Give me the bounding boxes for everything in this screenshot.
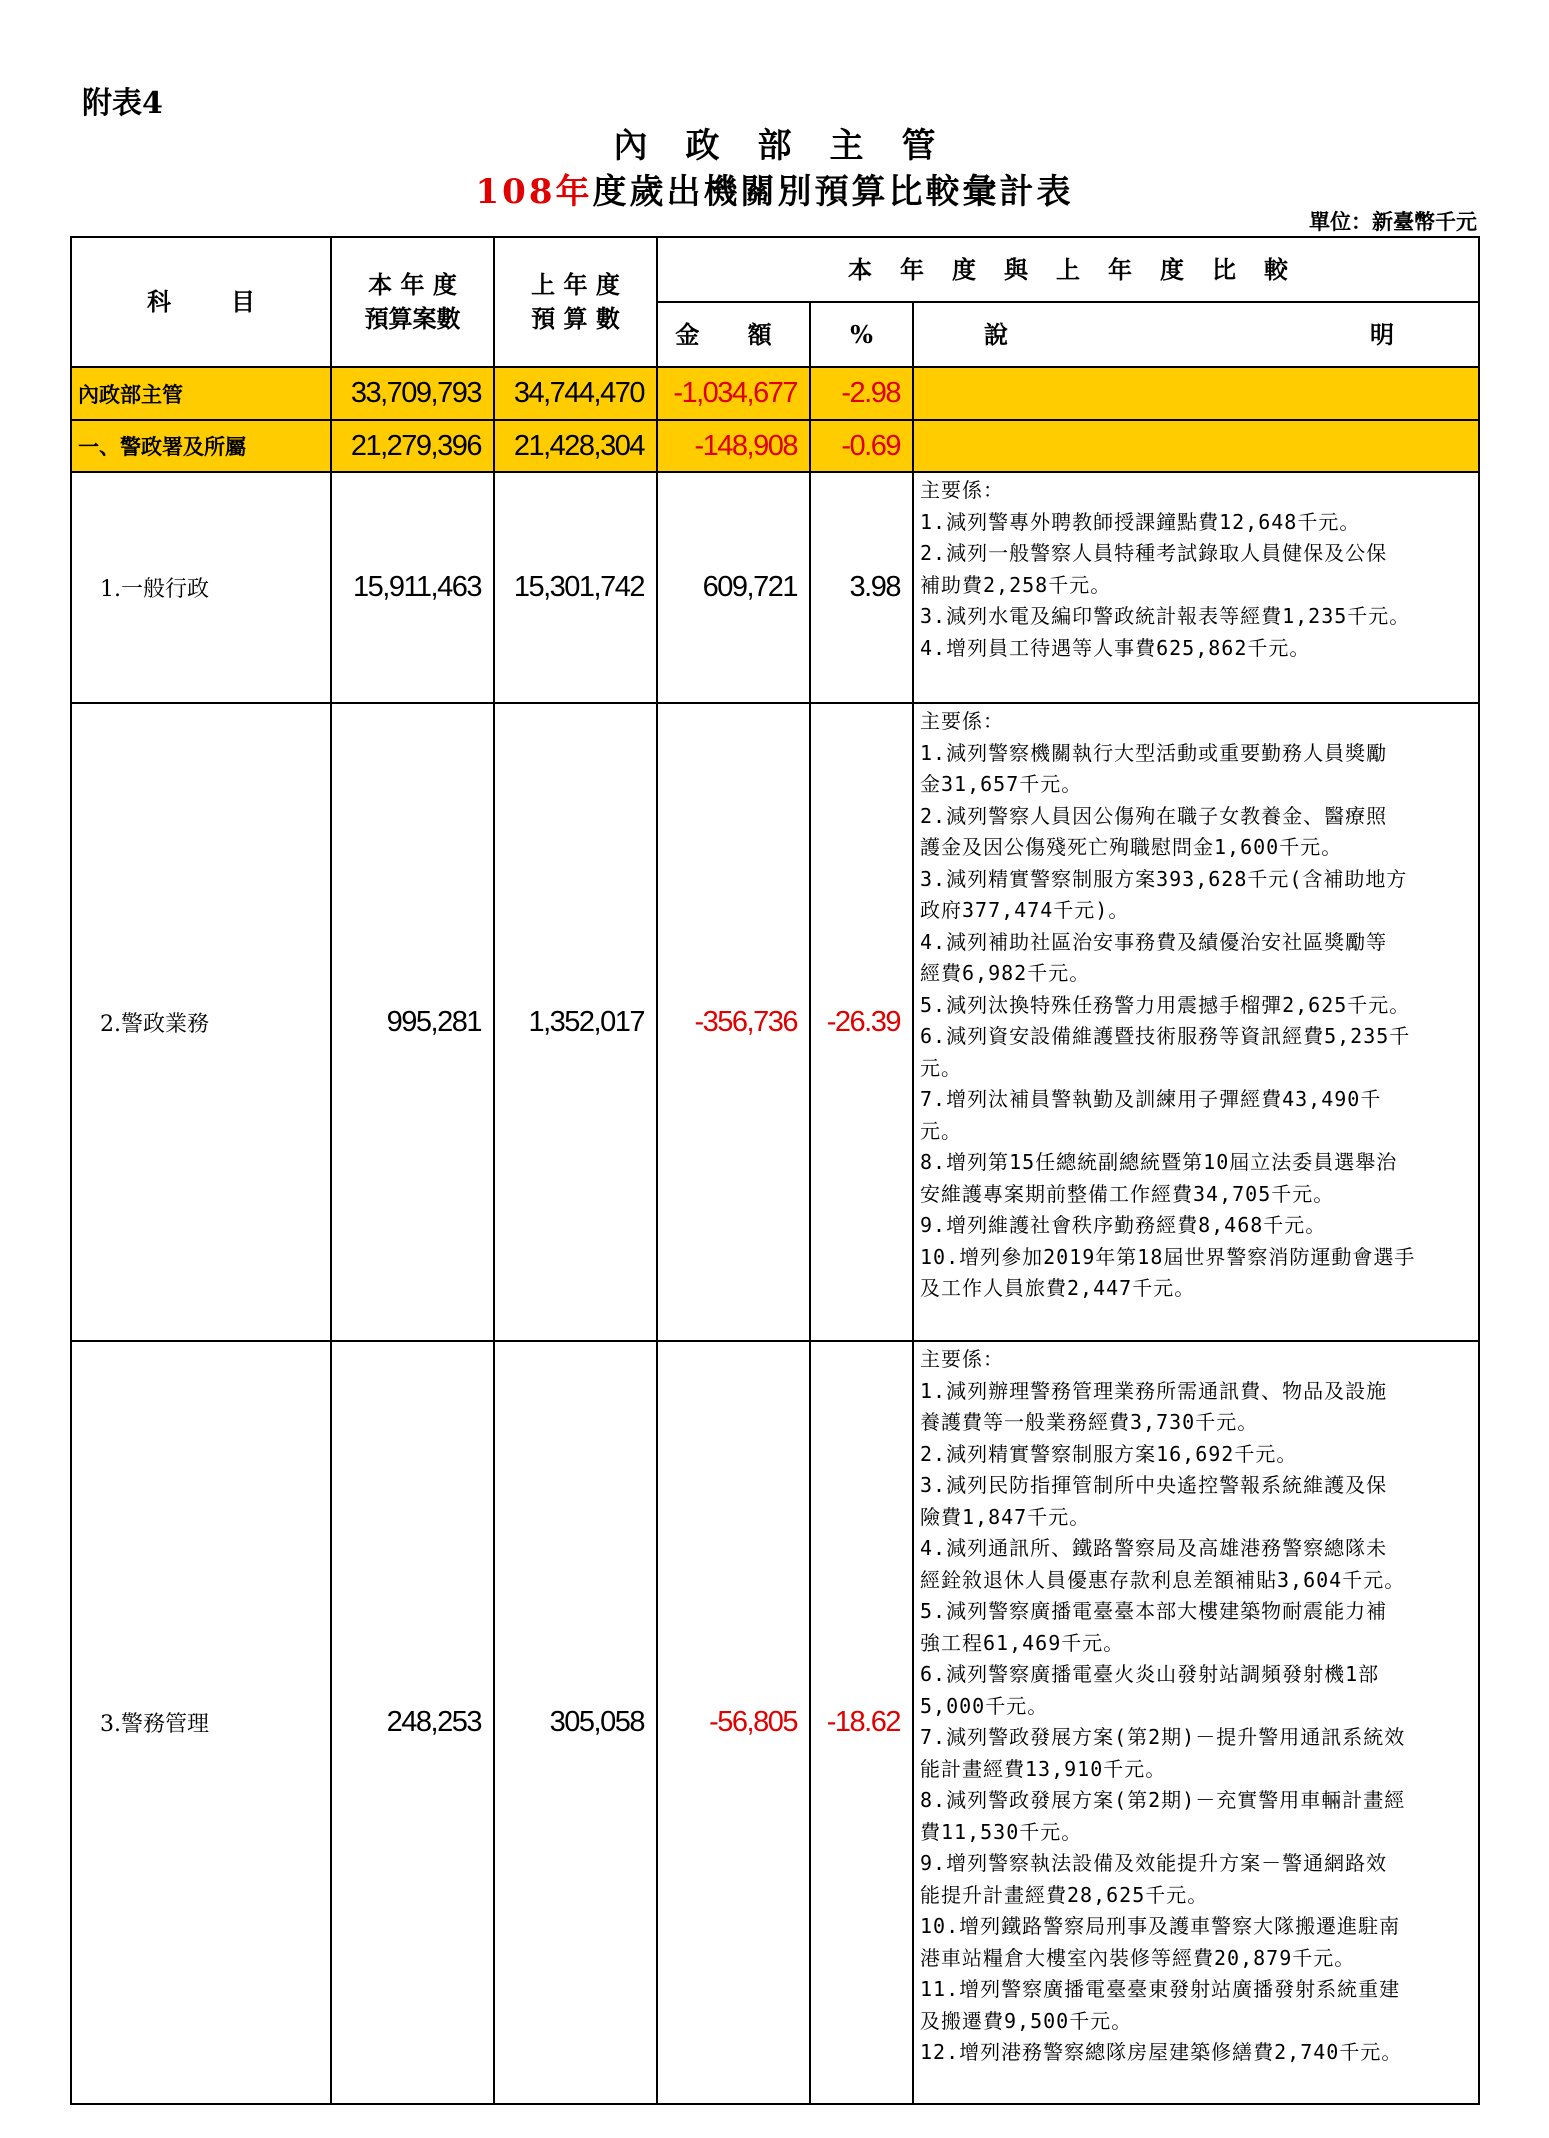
row-diff: 609,721 (657, 472, 810, 703)
row-notes (913, 1341, 1479, 2104)
note-line: 7.增列汰補員警執勤及訓練用子彈經費43,490千 (920, 1087, 1382, 1111)
note-line: 1.減列警察機關執行大型活動或重要勤務人員獎勵 (920, 740, 1388, 765)
note-line: 元。 (920, 1118, 962, 1143)
note-line: 險費1,847千元。 (920, 1504, 1091, 1529)
row-subject: 2.警政業務 (71, 703, 331, 1341)
note-line: 5.減列警察廣播電臺臺本部大樓建築物耐震能力補 (920, 1599, 1388, 1623)
note-line: 7.減列警政發展方案(第2期)－提升警用通訊系統效 (920, 1725, 1406, 1749)
note-line: 經費6,982千元。 (920, 961, 1091, 985)
row-previous: 15,301,742 (494, 472, 657, 703)
table-row (71, 1341, 1479, 2104)
note-line: 5.減列汰換特殊任務警力用震撼手榴彈2,625千元。 (920, 992, 1411, 1017)
table-row (71, 367, 1479, 420)
note-line: 主要係： (920, 1347, 1004, 1371)
header-explanation: 說 明 (913, 302, 1479, 367)
note-line: 9.增列警察執法設備及效能提升方案－警通網路效 (920, 1851, 1388, 1875)
row-previous: 1,352,017 (494, 703, 657, 1341)
note-line: 政府377,474千元)。 (920, 898, 1130, 922)
row-pct: -18.62 (810, 1341, 913, 2104)
note-line: 主要係： (920, 709, 1004, 733)
budget-comparison-table (70, 236, 1480, 2105)
row-subject: 一、警政署及所屬 (71, 420, 331, 472)
row-notes (913, 703, 1479, 1341)
note-line: 養護費等一般業務經費3,730千元。 (920, 1410, 1259, 1434)
row-current: 995,281 (331, 703, 494, 1341)
table-row (71, 420, 1479, 472)
note-line: 安維護專案期前整備工作經費34,705千元。 (920, 1181, 1335, 1206)
note-line: 能計畫經費13,910千元。 (920, 1756, 1167, 1781)
header-amount: 金 額 (657, 302, 810, 367)
header-percent: % (810, 302, 913, 367)
note-line: 經銓敘退休人員優惠存款利息差額補貼3,604千元。 (920, 1567, 1406, 1592)
note-line: 強工程61,469千元。 (920, 1630, 1125, 1655)
note-line: 3.減列精實警察制服方案393,628千元(含補助地方 (920, 866, 1408, 891)
row-pct: -26.39 (810, 703, 913, 1341)
note-line: 主要係： (920, 478, 1004, 502)
note-line: 能提升計畫經費28,625千元。 (920, 1882, 1209, 1907)
row-pct: -2.98 (810, 367, 913, 420)
note-line: 金31,657千元。 (920, 772, 1083, 796)
row-notes (913, 420, 1479, 472)
row-diff: -148,908 (657, 420, 810, 472)
title-year: 108年 (475, 172, 593, 212)
row-current: 33,709,793 (331, 367, 494, 420)
note-line: 2.減列一般警察人員特種考試錄取人員健保及公保 (920, 541, 1388, 565)
note-line: 補助費2,258千元。 (920, 572, 1112, 597)
row-subject: 內政部主管 (71, 367, 331, 420)
header-comparison: 本年度與上年度比較 (657, 237, 1479, 302)
note-line: 護金及因公傷殘死亡殉職慰問金1,600千元。 (920, 835, 1343, 859)
note-line: 及工作人員旅費2,447千元。 (920, 1276, 1196, 1300)
note-line: 4.減列補助社區治安事務費及績優治安社區獎勵等 (920, 929, 1388, 954)
row-diff: -56,805 (657, 1341, 810, 2104)
note-line: 3.減列民防指揮管制所中央遙控警報系統維護及保 (920, 1473, 1388, 1497)
header-previous-year: 上 年 度 預 算 數 (494, 237, 657, 367)
note-line: 港車站糧倉大樓室內裝修等經費20,879千元。 (920, 1945, 1356, 1970)
note-line: 9.增列維護社會秩序勤務經費8,468千元。 (920, 1213, 1327, 1237)
row-previous: 34,744,470 (494, 367, 657, 420)
unit-label: 單位：新臺幣千元 (1309, 209, 1477, 234)
page-title-agency: 內政部主管 (613, 126, 974, 166)
note-line: 5,000千元。 (920, 1693, 1049, 1718)
note-line: 12.增列港務警察總隊房屋建築修繕費2,740千元。 (920, 2040, 1403, 2064)
table-row (71, 703, 1479, 1341)
title-rest: 度歲出機關別預算比較彙計表 (592, 172, 1074, 212)
note-line: 4.減列通訊所、鐵路警察局及高雄港務警察總隊未 (920, 1536, 1388, 1560)
note-line: 1.減列警專外聘教師授課鐘點費12,648千元。 (920, 509, 1361, 534)
row-subject: 1.一般行政 (71, 472, 331, 703)
note-line: 元。 (920, 1055, 962, 1080)
row-pct: -0.69 (810, 420, 913, 472)
row-notes (913, 367, 1479, 420)
row-diff: -356,736 (657, 703, 810, 1341)
note-line: 8.減列警政發展方案(第2期)－充實警用車輛計畫經 (920, 1788, 1406, 1812)
row-previous: 21,428,304 (494, 420, 657, 472)
note-line: 6.減列警察廣播電臺火炎山發射站調頻發射機1部 (920, 1662, 1380, 1686)
note-line: 4.增列員工待遇等人事費625,862千元。 (920, 635, 1311, 660)
row-current: 15,911,463 (331, 472, 494, 703)
row-current: 248,253 (331, 1341, 494, 2104)
row-pct: 3.98 (810, 472, 913, 703)
row-notes (913, 472, 1479, 703)
note-line: 及搬遷費9,500千元。 (920, 2008, 1133, 2033)
header-subject: 科目 (71, 237, 331, 367)
row-subject: 3.警務管理 (71, 1341, 331, 2104)
note-line: 費11,530千元。 (920, 1819, 1083, 1844)
table-row (71, 472, 1479, 703)
attachment-label: 附表4 (82, 86, 163, 121)
header-current-year: 本 年 度 預算案數 (331, 237, 494, 367)
note-line: 6.減列資安設備維護暨技術服務等資訊經費5,235千 (920, 1024, 1411, 1048)
note-line: 10.增列參加2019年第18屆世界警察消防運動會選手 (920, 1244, 1416, 1269)
row-diff: -1,034,677 (657, 367, 810, 420)
note-line: 8.增列第15任總統副總統暨第10屆立法委員選舉治 (920, 1150, 1398, 1174)
note-line: 11.增列警察廣播電臺臺東發射站廣播發射系統重建 (920, 1977, 1401, 2001)
note-line: 10.增列鐵路警察局刑事及護車警察大隊搬遷進駐南 (920, 1914, 1401, 1938)
note-line: 2.減列精實警察制服方案16,692千元。 (920, 1441, 1298, 1466)
note-line: 3.減列水電及編印警政統計報表等經費1,235千元。 (920, 604, 1411, 628)
row-current: 21,279,396 (331, 420, 494, 472)
note-line: 2.減列警察人員因公傷殉在職子女教養金、醫療照 (920, 803, 1388, 828)
row-previous: 305,058 (494, 1341, 657, 2104)
note-line: 1.減列辦理警務管理業務所需通訊費、物品及設施 (920, 1378, 1388, 1403)
